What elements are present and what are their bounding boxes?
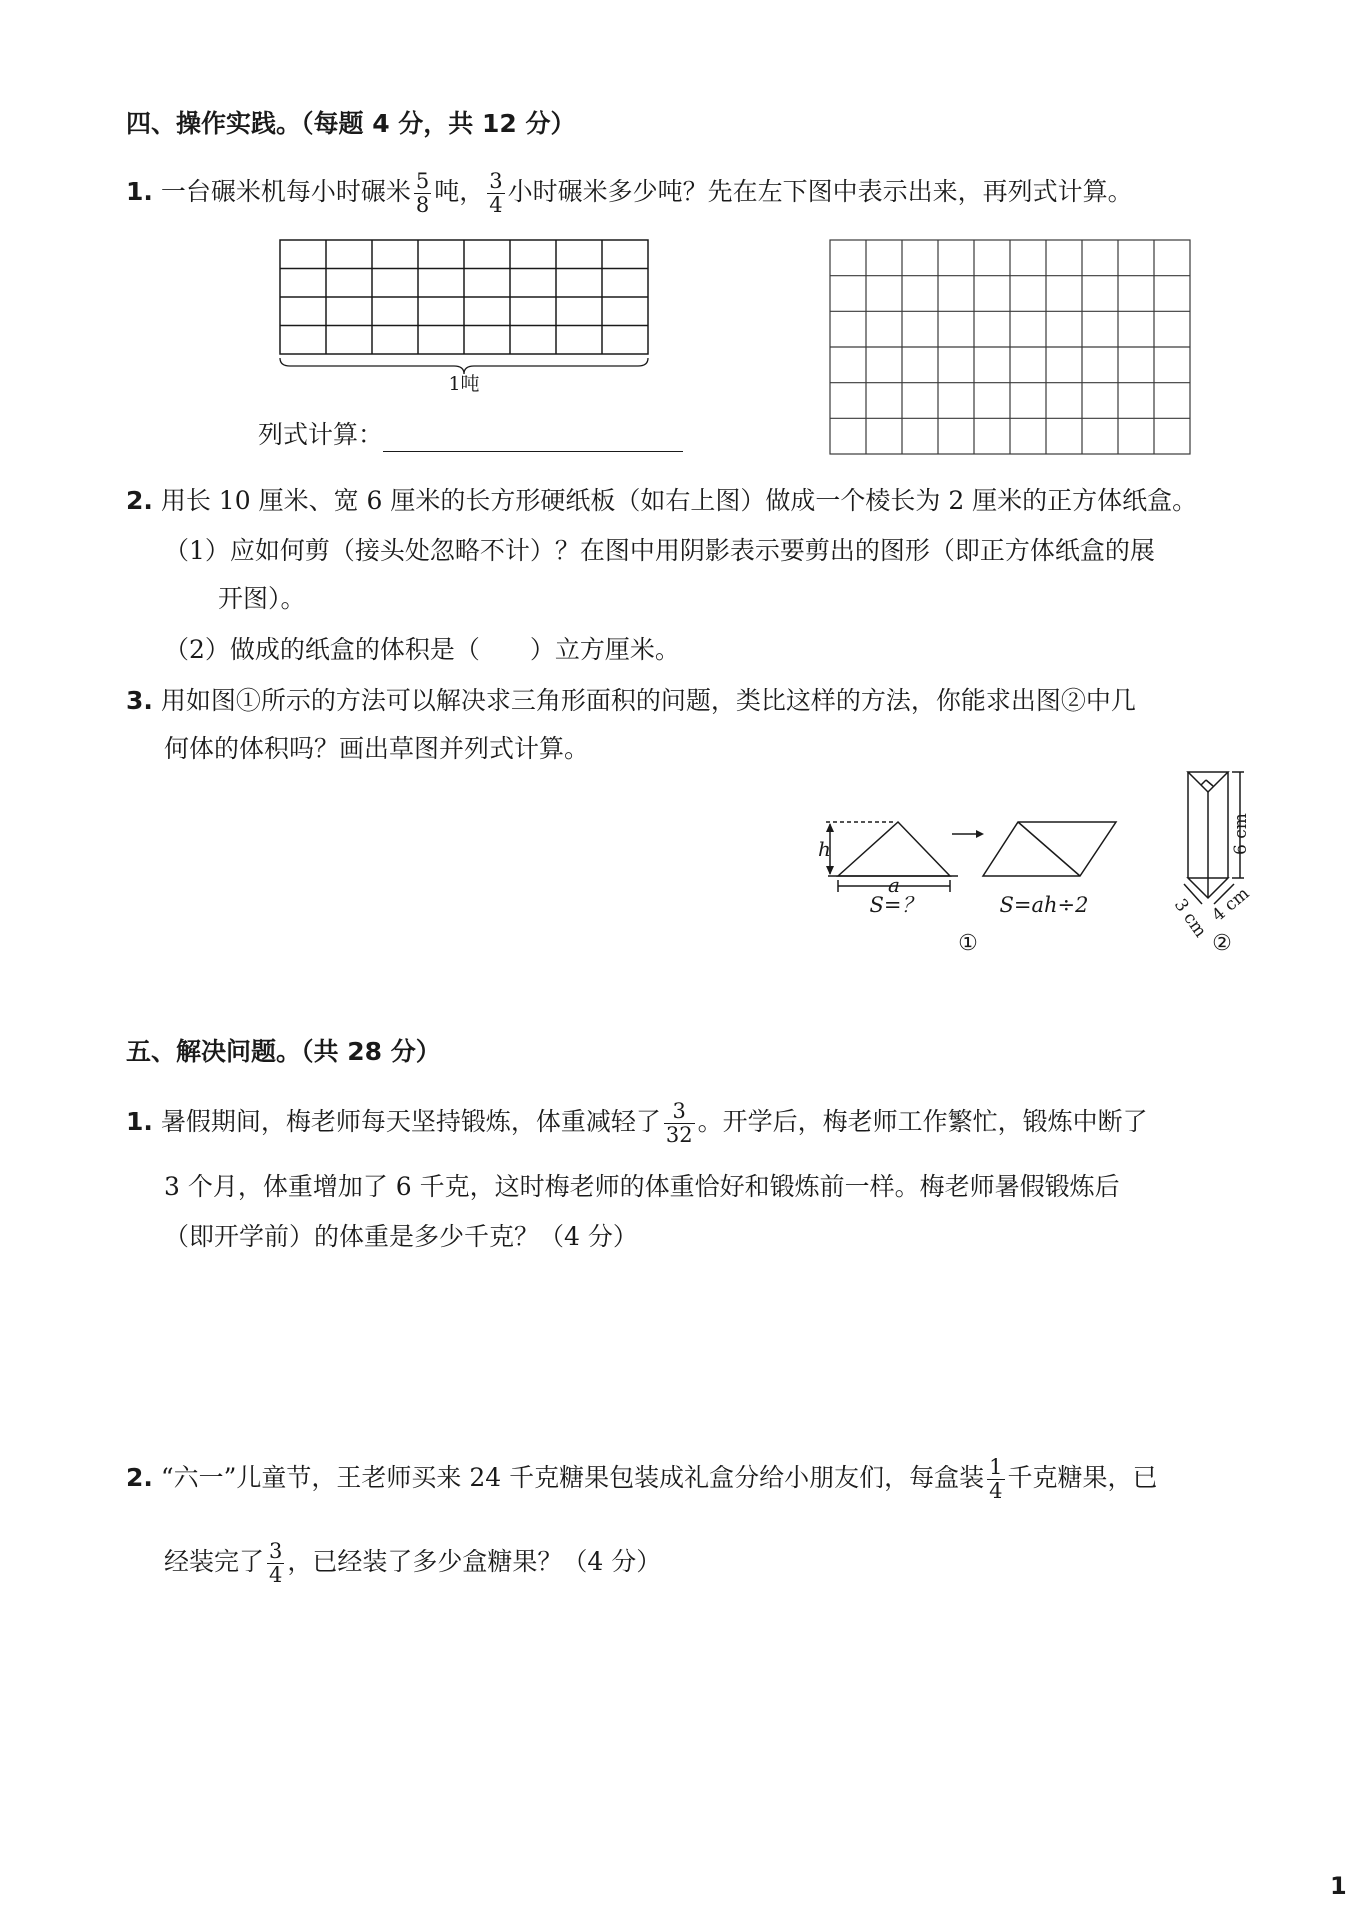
a-label: a — [888, 873, 900, 897]
triangle-figure — [808, 806, 1128, 966]
s4-q2-sub1-line1: （1）应如何剪（接头处忽略不计）？在图中用阴影表示要剪出的图形（即正方体纸盒的展 — [164, 536, 1155, 565]
section-4-title: 四、操作实践。（每题 4 分，共 12 分） — [126, 109, 576, 138]
s5-q1-text-a: 暑假期间，梅老师每天坚持锻炼，体重减轻了 — [160, 1107, 661, 1136]
s4-q1-text-c: 小时碾米多少吨？先在左下图中表示出来，再列式计算。 — [507, 177, 1133, 206]
s5-q2-line2 — [164, 1540, 661, 1587]
s4-q3-number: 3. — [126, 686, 153, 715]
s4-q3-line2: 何体的体积吗？画出草图并列式计算。 — [164, 734, 590, 763]
cardboard-grid-diagram — [826, 236, 1196, 458]
s5-q1-line3: （即开学前）的体重是多少千克？（4 分） — [164, 1222, 638, 1251]
prism-right-label: 4 cm — [1208, 883, 1254, 926]
fraction-3-32: $\frac{3}{32}$ — [665, 1099, 693, 1147]
fraction-5-8: $\frac{5}{8}$ — [415, 169, 430, 217]
prism-figure — [1148, 764, 1298, 964]
s5-q1-text-b: 。开学后，梅老师工作繁忙，锻炼中断了 — [697, 1107, 1148, 1136]
s4-q3-text-1: 用如图①所示的方法可以解决求三角形面积的问题，类比这样的方法，你能求出图②中几 — [160, 686, 1136, 715]
formula-answer-line[interactable] — [383, 425, 683, 452]
section-5-title: 五、解决问题。（共 28 分） — [126, 1037, 441, 1066]
s5-q2-text-a: “六一”儿童节，王老师买来 24 千克糖果包装成礼盒分给小朋友们，每盒装 — [160, 1463, 985, 1492]
s5-q2-text-d: ，已经装了多少盒糖果？（4 分） — [287, 1547, 662, 1576]
s-right-formula: S=ah÷2 — [999, 893, 1089, 917]
s5-q1-line2: 3 个月，体重增加了 6 千克，这时梅老师的体重恰好和锻炼前一样。梅老师暑假锻炼后 — [164, 1172, 1120, 1201]
brace-label: 1吨 — [448, 373, 480, 394]
s5-q1-line1 — [126, 1100, 1148, 1147]
figure-1-label: ① — [958, 931, 978, 956]
triangle-shape — [838, 822, 950, 876]
cardboard-grid[interactable] — [830, 240, 1190, 454]
s4-q1-line — [126, 170, 1133, 217]
s4-q1-text-a: 一台碾米机每小时碾米 — [160, 177, 411, 206]
s5-q2-text-b: 千克糖果，已 — [1007, 1463, 1158, 1492]
s4-q2-line — [126, 484, 1197, 518]
s4-q1-text-b: 吨， — [434, 177, 485, 206]
s4-q2-text: 用长 10 厘米、宽 6 厘米的长方形硬纸板（如右上图）做成一个棱长为 2 厘米的正方体纸盒。 — [160, 486, 1198, 515]
s4-q2-sub1-line2: 开图）。 — [218, 584, 306, 613]
s4-q2-sub2: （2）做成的纸盒的体积是（ ）立方厘米。 — [164, 635, 680, 664]
s5-q2-text-c: 经装完了 — [164, 1547, 265, 1576]
one-ton-grid[interactable] — [280, 240, 648, 354]
s5-q1-number: 1. — [126, 1107, 153, 1136]
s4-q2-number: 2. — [126, 486, 153, 515]
s5-q2-number: 2. — [126, 1463, 153, 1492]
figure-2-label: ② — [1212, 931, 1232, 956]
fraction-3-4: $\frac{3}{4}$ — [489, 169, 503, 217]
h-label: h — [818, 837, 831, 861]
prism-height-label: 6 cm — [1231, 813, 1251, 855]
fraction-3-4-b: $\frac{3}{4}$ — [269, 1539, 283, 1587]
one-ton-grid-diagram — [270, 232, 660, 394]
s4-q3-line1 — [126, 684, 1136, 718]
s5-q2-line1 — [126, 1456, 1158, 1503]
s4-q1-number: 1. — [126, 177, 153, 206]
page-number: 1 — [1330, 1872, 1347, 1900]
fraction-1-4: $\frac{1}{4}$ — [989, 1455, 1003, 1503]
prism-left-label: 3 cm — [1169, 895, 1211, 942]
formula-row — [258, 418, 683, 452]
s-left-formula: S=？ — [869, 893, 923, 917]
brace — [280, 358, 648, 374]
formula-label: 列式计算： — [258, 420, 384, 449]
